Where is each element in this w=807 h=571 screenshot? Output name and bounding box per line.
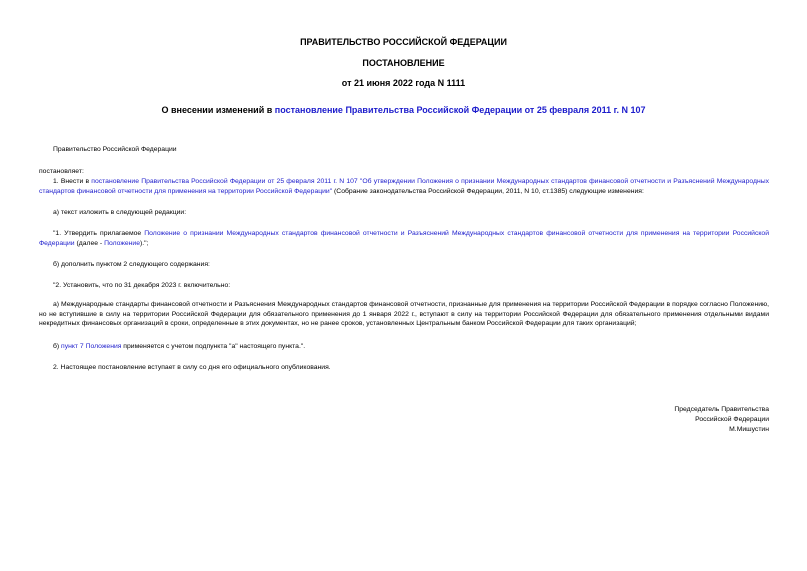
intro-text: Правительство Российской Федерации bbox=[53, 146, 177, 153]
quote-2: "2. Установить, что по 31 декабря 2023 г. включительно: bbox=[53, 282, 231, 289]
p1-suffix: (Собрание законодательства Российской Федерации, 2011, N 10, ст.1385) следующие изменения: bbox=[332, 187, 644, 195]
q1-regulation-link[interactable]: Положение о признании Международных стандартов финансовой отчетности и Разъяснений Международных стандартов финансовой отчетности для применения на территории Российской Федерации bbox=[39, 230, 769, 247]
signature-block bbox=[674, 405, 769, 434]
paragraph-2: 2. Настоящее постановление вступает в силу со дня его официального опубликования. bbox=[53, 364, 331, 371]
q2b-link[interactable]: пункт 7 Положения bbox=[61, 343, 122, 350]
subparagraph-a: а) текст изложить в следующей редакции: bbox=[53, 209, 187, 216]
q1-suffix: )."; bbox=[139, 239, 149, 247]
quote-1 bbox=[39, 229, 769, 248]
title-prefix: О внесении изменений в bbox=[161, 105, 275, 115]
signature-position: Председатель Правительства bbox=[674, 406, 769, 413]
doc-type-heading: ПОСТАНОВЛЕНИЕ bbox=[362, 58, 445, 68]
document-title bbox=[0, 105, 807, 115]
q1-short-link[interactable]: Положение bbox=[104, 239, 140, 247]
quote-2a: а) Международные стандарты финансовой отчетности и Разъяснения Международных стандартов финансовой отчетности, признанные для применения на территории Российской Федерации в порядке согласно Положению, но не вступившие в силу на территории Российской Федерации для обязательного применения до 1 января 2022 г., вступают в силу на территории Российской Федерации для обязательного применения отдельными видами некредитных финансовых организаций в сроки, определенные в этих документах, но не ранее сроков, установленных Центральным банком Российской Федерации для таких организаций; bbox=[39, 301, 769, 328]
q1-mid: (далее - bbox=[74, 239, 105, 247]
decides-text: постановляет: bbox=[39, 168, 84, 175]
paragraph-1 bbox=[39, 177, 769, 196]
quote-2b bbox=[39, 342, 769, 352]
q1-prefix: "1. Утвердить прилагаемое bbox=[53, 230, 145, 237]
date-number-heading: от 21 июня 2022 года N 1111 bbox=[341, 78, 466, 88]
p1-title-link[interactable]: "Об утверждении Положения о признании Международных стандартов финансовой отчетности и Разъяснений Международных стандартов финансовой отчетности для применения на территории Российской Федерации" bbox=[39, 178, 769, 195]
p1-decree-link[interactable]: постановление Правительства Российской Федерации от 25 февраля 2011 г. N 107 bbox=[91, 178, 358, 185]
q2b-suffix: применяется с учетом подпункта "а" настоящего пункта.". bbox=[121, 343, 306, 350]
q2b-prefix: б) bbox=[53, 343, 62, 350]
p1-prefix: 1. Внести в bbox=[53, 178, 92, 185]
subparagraph-b: б) дополнить пунктом 2 следующего содержания: bbox=[53, 261, 210, 268]
org-heading: ПРАВИТЕЛЬСТВО РОССИЙСКОЙ ФЕДЕРАЦИИ bbox=[300, 37, 507, 47]
signature-name: М.Мишустин bbox=[729, 425, 769, 433]
title-link[interactable]: постановление Правительства Российской Федерации от 25 февраля 2011 г. N 107 bbox=[274, 105, 646, 115]
signature-country: Российской Федерации bbox=[695, 415, 769, 423]
